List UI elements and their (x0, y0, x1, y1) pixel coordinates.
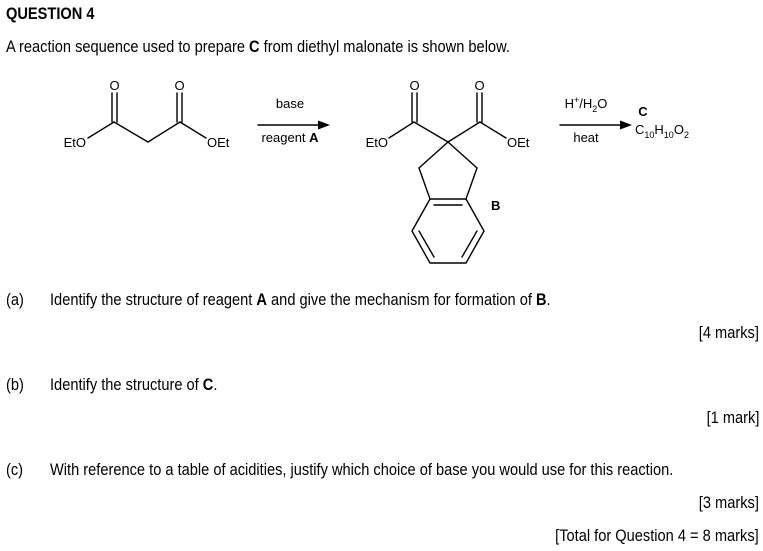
final-product-c-label: C (638, 104, 648, 119)
indane-bond-quat-right (448, 142, 477, 168)
intro-text-pre: A reaction sequence used to prepare (6, 37, 250, 56)
indane-bond-right-ch2-ar (466, 168, 477, 199)
formula-h: H (654, 122, 664, 137)
part-a-bold-b: B (535, 290, 547, 309)
question-title: QUESTION 4 (6, 4, 95, 23)
arrow-1-top-label: base (275, 96, 305, 111)
part-b-text-post: . (213, 375, 218, 394)
product-oet-label: OEt (507, 135, 530, 150)
benzene-ring (412, 199, 484, 263)
intro-bold-c: C (249, 37, 260, 56)
arrow-2-bottom-label: heat (573, 130, 599, 145)
product-b-label: B (491, 198, 501, 213)
malonate-oet-label: OEt (207, 135, 230, 150)
arrow-2-head (620, 121, 632, 130)
formula-c-sub: 10 (644, 130, 655, 140)
product-eto-label: EtO (365, 135, 388, 150)
part-a-bold-a: A (256, 290, 267, 309)
formula-h-sub: 10 (663, 130, 674, 140)
product-bond-eto-c1 (389, 122, 414, 138)
product-bond-c3-oet (480, 122, 506, 138)
part-a-text-post: . (546, 290, 551, 309)
part-c-label: (c) (6, 460, 24, 479)
malonate-eto-label: EtO (63, 135, 86, 150)
part-a-marks: [4 marks] (698, 323, 759, 342)
part-b-marks: [1 mark] (706, 408, 759, 427)
benzene-double-bond-right (462, 231, 477, 257)
part-a-text-pre: Identify the structure of reagent (50, 290, 257, 309)
malonate-bond-eto-c1 (88, 122, 114, 138)
formula-c: C (635, 122, 645, 137)
part-b-text-pre: Identify the structure of (50, 375, 203, 394)
malonate-bond-c1-ch2 (114, 122, 148, 142)
product-carbonyl-o-left: O (409, 78, 420, 93)
question-intro (6, 37, 510, 57)
part-a-label: (a) (6, 290, 24, 309)
malonate-bond-c3-oet (180, 122, 206, 138)
formula-o-sub: 2 (683, 130, 689, 140)
malonate-carbonyl-o-left: O (109, 78, 120, 93)
final-product-formula (635, 122, 689, 140)
product-bond-quat-c3 (448, 122, 480, 142)
acid-slash-h: /H (579, 96, 593, 111)
formula-o: O (673, 122, 684, 137)
water-sub-2: 2 (592, 104, 598, 114)
malonate-bond-ch2-c3 (148, 122, 180, 142)
malonate-carbonyl-o-right: O (174, 78, 185, 93)
part-b-label: (b) (6, 375, 24, 394)
indane-bond-quat-left (419, 142, 448, 168)
water-o: O (597, 96, 608, 111)
part-a-text-mid: and give the mechanism for formation of (266, 290, 536, 309)
intro-text-post: from diethyl malonate is shown below. (259, 37, 510, 56)
benzene-double-bond-left (419, 231, 434, 257)
reagent-text: reagent (261, 130, 310, 145)
arrow-1-bottom-label (261, 130, 319, 145)
arrow-2-top-label (565, 95, 608, 114)
product-carbonyl-o-right: O (474, 78, 485, 93)
arrow-1-head (318, 121, 330, 130)
acid-plus-sup: + (573, 95, 580, 105)
indane-bond-left-ch2-ar (419, 168, 430, 199)
reaction-scheme (0, 60, 763, 275)
part-b-text (50, 375, 217, 395)
part-c-text: With reference to a table of acidities, justify which choice of base you would use for this reaction. (50, 460, 674, 479)
part-c-marks: [3 marks] (698, 493, 759, 512)
question-total-marks: [Total for Question 4 = 8 marks] (555, 526, 759, 545)
reagent-a-bold: A (309, 130, 319, 145)
part-a-text (50, 290, 551, 310)
acid-h: H (564, 96, 574, 111)
product-bond-c1-quat (414, 122, 448, 142)
part-b-bold-c: C (202, 375, 214, 394)
